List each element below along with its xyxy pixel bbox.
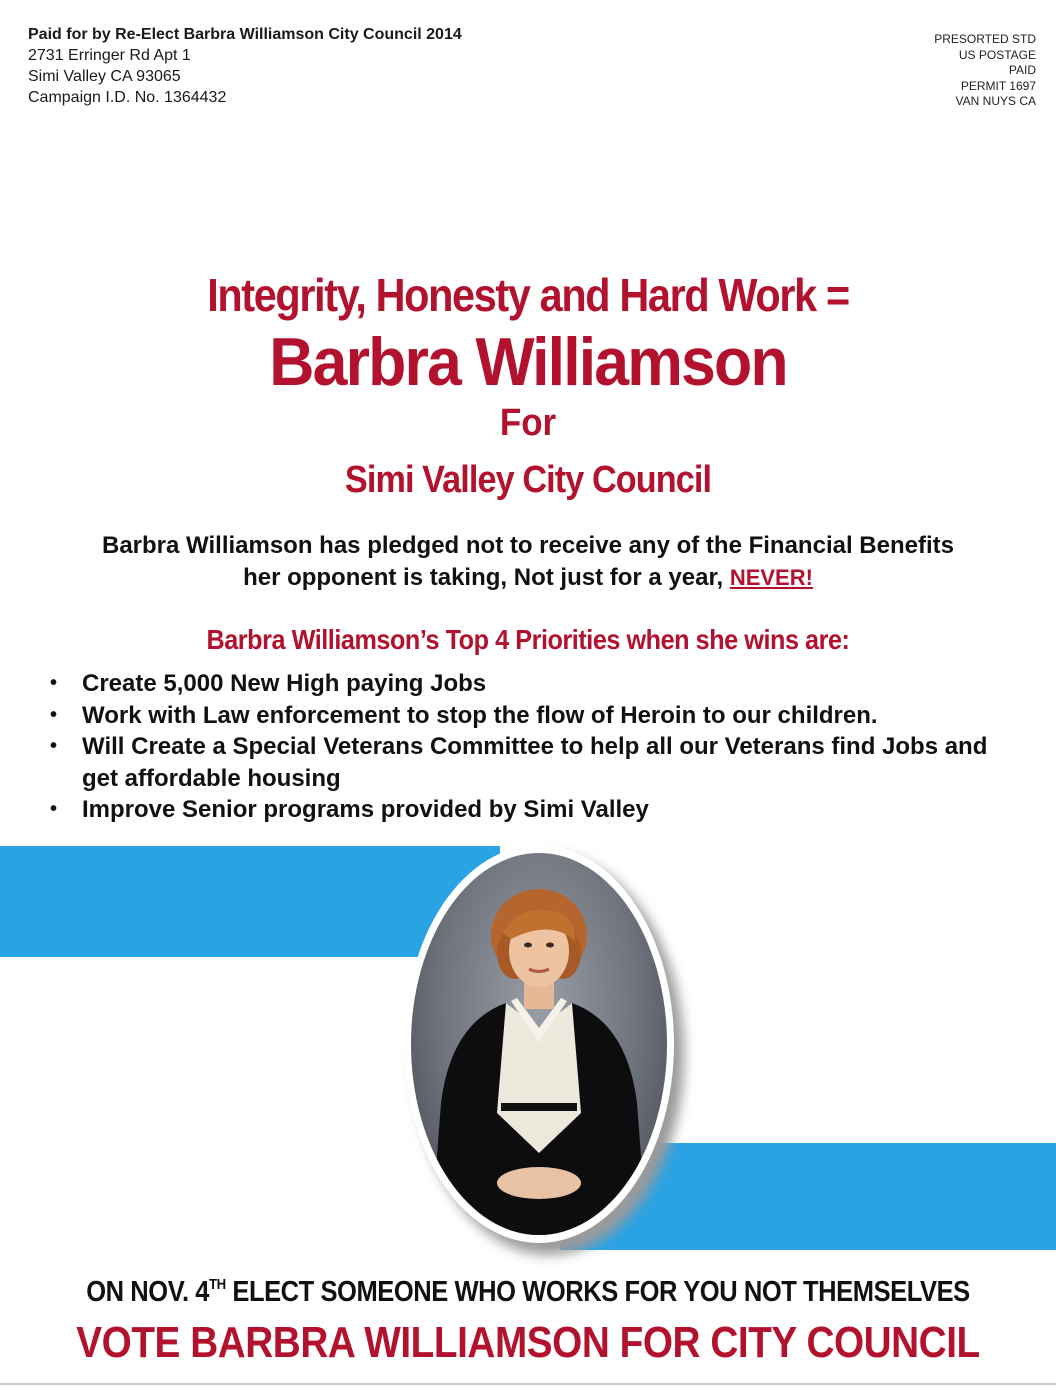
footer-tagline-post: ELECT SOMEONE WHO WORKS FOR YOU NOT THEMSELVES bbox=[225, 1276, 970, 1308]
postage-line-4: PERMIT 1697 bbox=[960, 78, 1036, 93]
priority-text: Create 5,000 New High paying Jobs bbox=[82, 670, 487, 697]
postage-line-3: PAID bbox=[1008, 63, 1036, 77]
priority-text: Work with Law enforcement to stop the flow of Heroin to our children. bbox=[82, 701, 878, 729]
footer-tagline bbox=[63, 1276, 992, 1309]
priority-text: Improve Senior programs provided by Simi Valley bbox=[82, 796, 649, 823]
bullet-icon: • bbox=[50, 672, 58, 694]
portrait-illustration bbox=[411, 853, 667, 1235]
footer-tagline-sup: TH bbox=[209, 1276, 226, 1293]
bullet-icon: • bbox=[50, 735, 58, 757]
headline-for: For bbox=[499, 402, 557, 444]
paid-for-line: Paid for by Re-Elect Barbra Williamson City Council 2014 bbox=[28, 26, 462, 43]
candidate-name-heading: Barbra Williamson bbox=[269, 324, 787, 400]
postage-line-5: VAN NUYS CA bbox=[955, 94, 1036, 108]
pledge-emphasis: NEVER! bbox=[729, 565, 813, 590]
campaign-id: Campaign I.D. No. 1364432 bbox=[28, 89, 227, 106]
priorities-list bbox=[50, 668, 1010, 826]
list-item bbox=[50, 668, 1010, 700]
address-line-1: 2731 Erringer Rd Apt 1 bbox=[28, 47, 191, 64]
bottom-divider bbox=[0, 1383, 1056, 1385]
bullet-icon: • bbox=[50, 798, 58, 820]
vote-call-to-action: VOTE BARBRA WILLIAMSON FOR CITY COUNCIL bbox=[76, 1318, 980, 1367]
list-item bbox=[50, 731, 1010, 794]
headline-slogan: Integrity, Honesty and Hard Work = bbox=[207, 269, 849, 321]
footer-tagline-pre: ON NOV. 4 bbox=[86, 1276, 210, 1308]
pledge-line-1: Barbra Williamson has pledged not to receive any of the Financial Benefits bbox=[102, 532, 954, 559]
list-item bbox=[50, 700, 1010, 732]
bullet-icon: • bbox=[50, 703, 58, 726]
candidate-portrait bbox=[411, 853, 667, 1235]
office-heading: Simi Valley City Council bbox=[344, 459, 712, 501]
pledge-line-2 bbox=[0, 562, 1056, 594]
priorities-title: Barbra Williamson’s Top 4 Priorities when she wins are: bbox=[206, 624, 850, 655]
address-line-2: Simi Valley CA 93065 bbox=[28, 68, 181, 85]
pledge-statement bbox=[0, 530, 1056, 594]
postage-line-1: PRESORTED STD bbox=[934, 32, 1036, 46]
priority-text: Will Create a Special Veterans Committee to help all our Veterans find Jobs and get affordable housing bbox=[82, 733, 988, 792]
postage-line-2: US POSTAGE bbox=[958, 47, 1036, 62]
list-item bbox=[50, 794, 1010, 826]
return-address bbox=[28, 24, 462, 108]
postage-indicia bbox=[934, 32, 1036, 110]
pledge-line-2-text: her opponent is taking, Not just for a year, bbox=[243, 564, 724, 591]
